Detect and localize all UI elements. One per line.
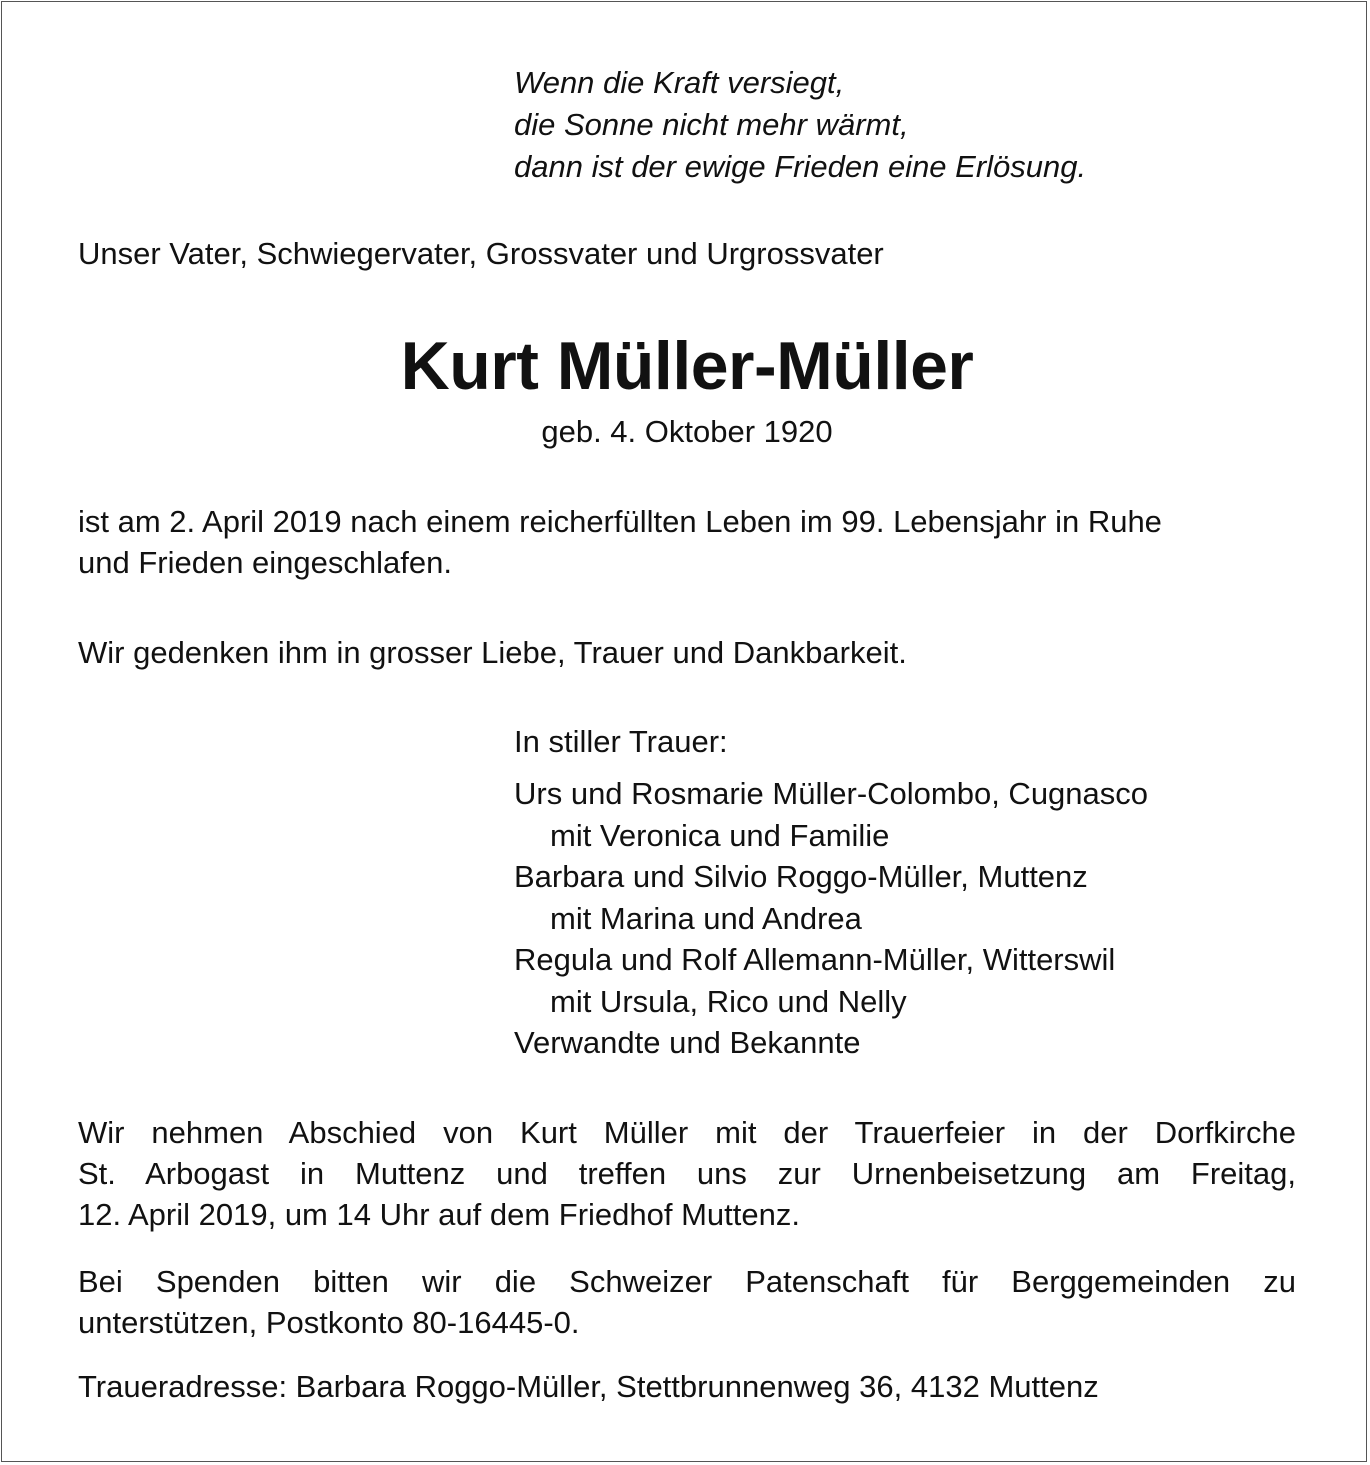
mourner-family: Urs und Rosmarie Müller-Colombo, Cugnasco <box>514 776 1149 811</box>
farewell-paragraph <box>78 1112 1296 1235</box>
mourner-descendants: mit Veronica und Familie <box>550 817 890 853</box>
memory-line: Wir gedenken ihm in grosser Liebe, Trauer und Dankbarkeit. <box>78 635 907 670</box>
death-notice-line: und Frieden eingeschlafen. <box>78 545 452 580</box>
farewell-line: 12. April 2019, um 14 Uhr auf dem Friedhof Muttenz. <box>78 1197 800 1232</box>
mourner-descendants: mit Ursula, Rico und Nelly <box>550 983 907 1019</box>
deceased-name: Kurt Müller-Müller <box>400 328 974 404</box>
poem-line: Wenn die Kraft versiegt, <box>514 65 845 100</box>
mourner-relatives: Verwandte und Bekannte <box>514 1025 861 1060</box>
mourner-descendants: mit Marina und Andrea <box>550 900 862 936</box>
poem-line: die Sonne nicht mehr wärmt, <box>514 107 909 142</box>
farewell-line: Wir nehmen Abschied von Kurt Müller mit der Trauerfeier in der Dorfkirche <box>78 1115 1296 1150</box>
poem-line: dann ist der ewige Frieden eine Erlösung. <box>514 149 1087 184</box>
mourners-heading: In stiller Trauer: <box>514 724 728 759</box>
poem <box>514 62 1086 188</box>
donations-line: unterstützen, Postkonto 80-16445-0. <box>78 1305 580 1340</box>
intro-line: Unser Vater, Schwiegervater, Grossvater und Urgrossvater <box>78 236 884 271</box>
donations-line: Bei Spenden bitten wir die Schweizer Patenschaft für Berggemeinden zu <box>78 1264 1296 1299</box>
donations-paragraph <box>78 1261 1296 1343</box>
mourner-family: Regula und Rolf Allemann-Müller, Witterswil <box>514 942 1116 977</box>
death-notice-line: ist am 2. April 2019 nach einem reicherfüllten Leben im 99. Lebensjahr in Ruhe <box>78 504 1162 539</box>
notice-frame <box>1 1 1367 1462</box>
birth-date: geb. 4. Oktober 1920 <box>541 414 833 449</box>
mourners-block <box>514 721 1148 1064</box>
death-notice <box>78 501 1296 583</box>
mourner-family: Barbara und Silvio Roggo-Müller, Muttenz <box>514 859 1088 894</box>
mourning-address: Traueradresse: Barbara Roggo-Müller, Stettbrunnenweg 36, 4132 Muttenz <box>78 1369 1099 1404</box>
farewell-line: St. Arbogast in Muttenz und treffen uns zur Urnenbeisetzung am Freitag, <box>78 1156 1296 1191</box>
